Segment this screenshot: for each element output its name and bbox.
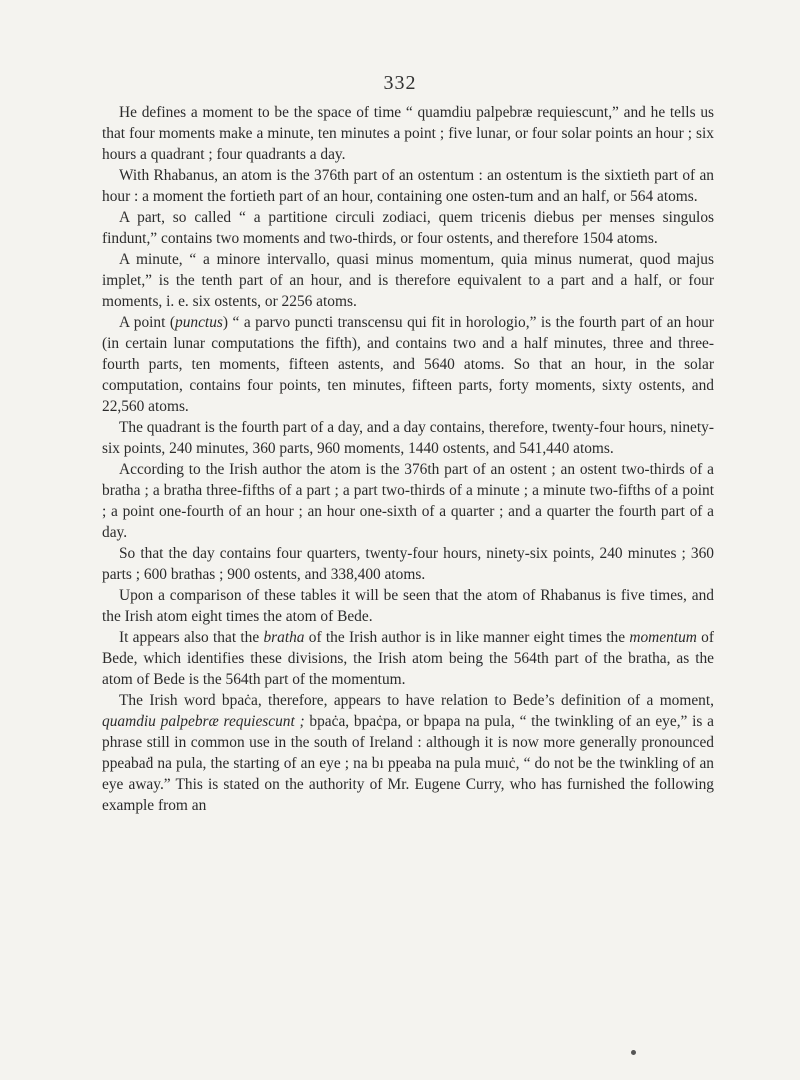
paragraph <box>102 312 714 417</box>
text-run: ) “ a parvo puncti transcensu qui fit in horologio,” is the fourth part of an hour (in certain lunar computations the fifth), and contains two and a half minutes, three and three-fourth parts, ten moments, fifteen astents, and 5640 atoms. So that an hour, in the solar computation, contains four points, ten minutes, fifteen parts, forty moments, sixty ostents, and 22,560 atoms. <box>102 314 714 415</box>
paragraph <box>102 690 714 816</box>
text-run: Upon a comparison of these tables it will be seen that the atom of Rhabanus is five times, and the Irish atom eight times the atom of Bede. <box>102 587 714 625</box>
text-run: So that the day contains four quarters, twenty-four hours, ninety-six points, 240 minutes ; 360 parts ; 600 brathas ; 900 ostents, and 338,400 atoms. <box>102 545 714 583</box>
text-run: A minute, “ a minore intervallo, quasi minus momentum, quia minus numerat, quod majus implet,” is the tenth part of an hour, and is therefore equivalent to a part and a half, or four moments, i. e. six ostents, or 2256 atoms. <box>102 251 714 310</box>
paragraph <box>102 543 714 585</box>
italic-text: punctus <box>175 314 223 331</box>
text-run: of the Irish author is in like manner eight times the <box>304 629 630 646</box>
text-run: A point ( <box>119 314 176 331</box>
italic-text: momentum <box>629 629 697 646</box>
printer-mark <box>631 1050 636 1055</box>
paragraph <box>102 165 714 207</box>
text-run: With Rhabanus, an atom is the 376th part of an ostentum : an ostentum is the sixtieth part of an hour : a moment the fortieth part of an hour, containing one osten-tum and an half, or 564 atoms. <box>102 167 714 205</box>
body-text <box>102 102 714 816</box>
paragraph <box>102 207 714 249</box>
paragraph <box>102 417 714 459</box>
text-run: of Bede, which identifies these divisions, the Irish atom being the 564th part of the bratha, as the atom of Bede is the 564th part of the momentum. <box>102 629 715 688</box>
italic-text: quamdiu palpebræ requiescunt ; <box>102 713 305 730</box>
text-run: The Irish word bpaċa, therefore, appears to have relation to Bede’s definition of a moment, <box>119 692 714 709</box>
paragraph <box>102 249 714 312</box>
text-run: The quadrant is the fourth part of a day, and a day contains, therefore, twenty-four hours, ninety-six points, 240 minutes, 360 parts, 960 moments, 1440 ostents, and 541,440 atoms. <box>102 419 714 457</box>
paragraph <box>102 585 714 627</box>
paragraph <box>102 102 714 165</box>
italic-text: bratha <box>263 629 305 646</box>
text-run: It appears also that the <box>119 629 264 646</box>
paragraph <box>102 627 714 690</box>
text-run: bpaċa, bpaċpa, or bpapa na pula, “ the twinkling of an eye,” is a phrase still in common use in the south of Ireland : although it is now more generally pronounced ppeabaḋ na pula, the starting of an eye ; na bı ppeaba na pula muıċ, “ do not be the twinkling of an eye away.” This is stated on the authority of Mr. Eugene Curry, who has furnished the following example from an <box>102 713 714 814</box>
text-run: A part, so called “ a partitione circuli zodiaci, quem tricenis diebus per menses singulos findunt,” contains two moments and two-thirds, or four ostents, and therefore 1504 atoms. <box>102 209 714 247</box>
text-run: According to the Irish author the atom is the 376th part of an ostent ; an ostent two-thirds of a bratha ; a bratha three-fifths of a part ; a part two-thirds of a minute ; a minute two-fifths of a point ; a point one-fourth of an hour ; an hour one-sixth of a quarter ; and a quarter the fourth part of a day. <box>102 461 714 541</box>
text-run: He defines a moment to be the space of time “ quamdiu palpebræ requiescunt,” and he tells us that four moments make a minute, ten minutes a point ; five lunar, or four solar points an hour ; six hours a quadrant ; four quadrants a day. <box>102 104 714 163</box>
paragraph <box>102 459 714 543</box>
page-number: 332 <box>383 72 417 94</box>
